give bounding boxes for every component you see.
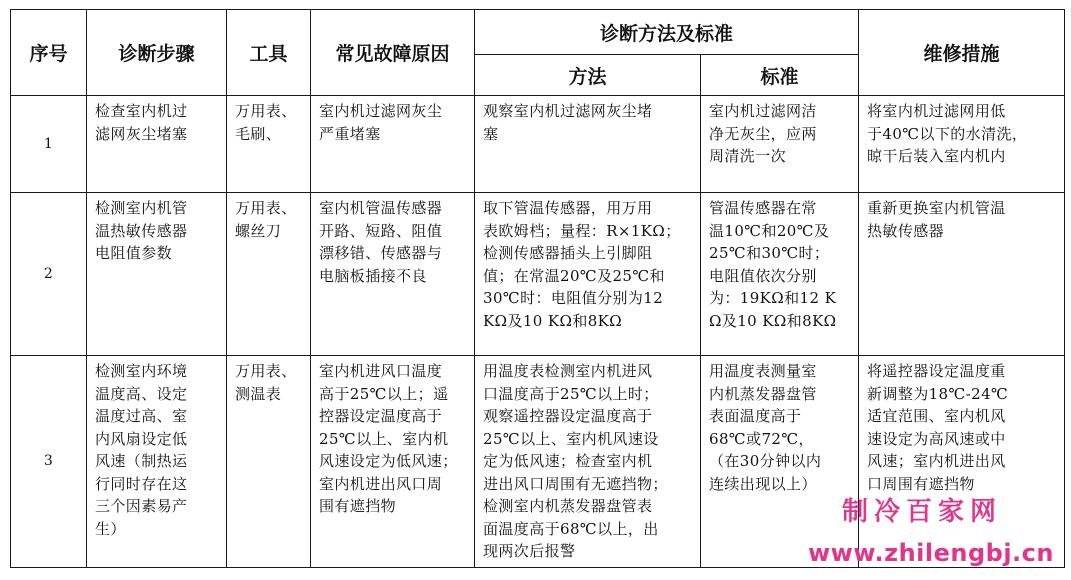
header-step: 诊断步骤 <box>87 10 227 96</box>
cell-standard: 管温传感器在常 温10℃和20℃及 25℃和30℃时； 电阻值依次分别 为：19KΩ和12 K Ω及10 KΩ和8KΩ <box>701 193 859 356</box>
header-cause: 常见故障原因 <box>311 10 475 96</box>
cell-tool: 万用表、 螺丝刀 <box>227 193 311 356</box>
cell-cause: 室内机管温传感器 开路、短路、阻值 漂移错、传感器与 电脑板插接不良 <box>311 193 475 356</box>
header-method: 方法 <box>475 55 701 96</box>
header-repair: 维修措施 <box>859 10 1065 96</box>
header-standard: 标准 <box>701 55 859 96</box>
table-row <box>11 193 1065 356</box>
cell-method: 取下管温传感器，用万用 表欧姆档；量程：R×1KΩ； 检测传感器插头上引脚阻 值；在常温20℃及25℃和 30℃时：电阻值分别为12 KΩ及10 KΩ和8KΩ <box>475 193 701 356</box>
cell-repair: 重新更换室内机管温 热敏传感器 <box>859 193 1065 356</box>
cell-step: 检查室内机过 滤网灰尘堵塞 <box>87 96 227 193</box>
cell-tool: 万用表、 测温表 <box>227 356 311 568</box>
cell-tool: 万用表、 毛刷、 <box>227 96 311 193</box>
table-row <box>11 96 1065 193</box>
row-number: 2 <box>11 193 87 356</box>
table-row <box>11 356 1065 568</box>
cell-method: 观察室内机过滤网灰尘堵 塞 <box>475 96 701 193</box>
header-diagnosis: 诊断方法及标准 <box>475 10 859 55</box>
cell-method: 用温度表检测室内机进风 口温度高于25℃以上时； 观察遥控器设定温度高于 25℃以上、室内机风速设 定为低风速；检查室内机 进出风口周围有无遮挡物； 检测室内机蒸发器盘管表 面温度高于68℃以上，出 现两次后报警 <box>475 356 701 568</box>
row-number: 1 <box>11 96 87 193</box>
header-no: 序号 <box>11 10 87 96</box>
cell-step: 检测室内机管 温热敏传感器 电阻值参数 <box>87 193 227 356</box>
cell-standard: 用温度表测量室 内机蒸发器盘管 表面温度高于 68℃或72℃， （在30分钟以内 连续出现以上） <box>701 356 859 568</box>
watermark-url: www.zhilengbj.cn <box>808 539 1054 567</box>
cell-step: 检测室内环境 温度高、设定 温度过高、室 内风扇设定低 风速（制热运 行同时存在这 三个因素易产 生） <box>87 356 227 568</box>
watermark-site-name: 制冷百家网 <box>842 497 1003 527</box>
cell-repair: 将室内机过滤网用低 于40℃以下的水清洗， 晾干后装入室内机内 <box>859 96 1065 193</box>
cell-cause: 室内机进风口温度 高于25℃以上；遥 控器设定温度高于 25℃以上、室内机 风速设定为低风速； 室内机进出风口周 围有遮挡物 <box>311 356 475 568</box>
row-number: 3 <box>11 356 87 568</box>
cell-repair: 将遥控器设定温度重 新调整为18℃-24℃ 适宜范围、室内机风 速设定为高风速或中 风速；室内机进出风 口周围有遮挡物 <box>859 356 1065 568</box>
cell-cause: 室内机过滤网灰尘 严重堵塞 <box>311 96 475 193</box>
diagnosis-table <box>10 9 1065 568</box>
header-tool: 工具 <box>227 10 311 96</box>
cell-standard: 室内机过滤网洁 净无灰尘，应两 周清洗一次 <box>701 96 859 193</box>
